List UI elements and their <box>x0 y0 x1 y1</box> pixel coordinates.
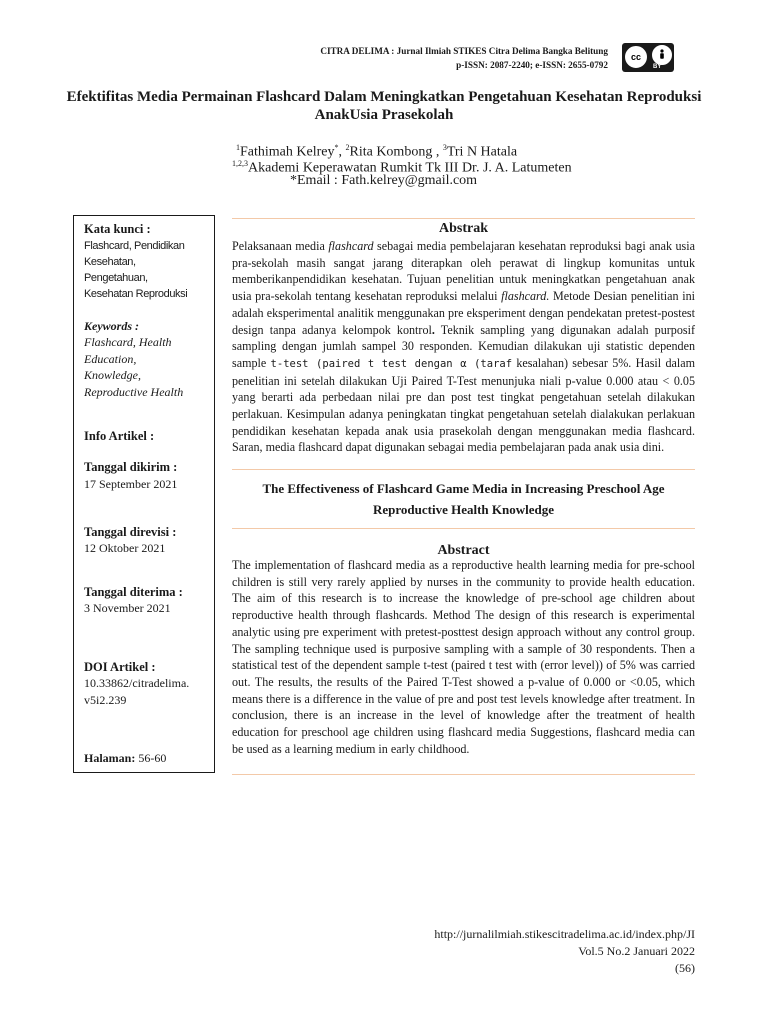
abstract-body: The implementation of flashcard media as a reproductive health learning media for pre-school children is still very rarely applied by nurses in the community to provide health education. The aim of this research is to increase the knowledge of pre-school age children about reproductive health through flashcards. Method The design of this research is experimental analytic using pre experiment with pretest-posttest design approach without any control group. The sampling technique used is purposive sampling with a sample of 30 respondents. Then a statistical test of the dependent sample t-test (paired t test with (error level)) of 5% was carried out. The results, the results of the Paired T-Test showed a p-value of 0.000 or <0.05, which means there is a difference in the value of pre and post test levels knowledge after treatment. In conclusion, there is an increase in the level of knowledge after the treatment of health education for preschool age children using flashcard media Suggestions, flashcard media can be used as a learning medium in early childhood. <box>232 558 695 756</box>
author-name: Tri N Hatala <box>446 144 518 160</box>
english-title: The Effectiveness of Flashcard Game Media in Increasing Preschool Age Reproductive Health Knowledge <box>262 481 665 517</box>
section-divider <box>232 218 695 219</box>
abstract-heading: Abstract <box>437 543 490 558</box>
page-footer <box>434 926 695 977</box>
tanggal-dikirim-value: 17 September 2021 <box>84 477 178 491</box>
corresponding-email: *Email : Fath.kelrey@gmail.com <box>290 173 478 188</box>
kata-kunci-label: Kata kunci : <box>84 222 151 236</box>
tanggal-diterima-value: 3 November 2021 <box>84 601 171 615</box>
author-name: Fathimah Kelrey <box>240 144 335 160</box>
journal-header <box>320 44 608 72</box>
by-label: BY <box>653 64 662 70</box>
author-name: Rita Kombong <box>349 144 433 160</box>
keywords-list: Flashcard, Health Education, Knowledge, Reproductive Health <box>84 335 184 399</box>
volume-info: Vol.5 No.2 Januari 2022 <box>578 944 695 958</box>
halaman-row <box>84 750 212 767</box>
tanggal-dikirim-label: Tanggal dikirim : <box>84 460 178 474</box>
paper-title: Efektifitas Media Permainan Flashcard Dalam Meningkatkan Pengetahuan Kesehatan Reproduksi AnakUsia Prasekolah <box>66 89 702 123</box>
tanggal-direvisi-value: 12 Oktober 2021 <box>84 541 166 555</box>
article-info-sidebar <box>73 215 215 773</box>
section-divider <box>232 528 695 529</box>
doi-value[interactable]: 10.33862/citradelima. v5i2.239 <box>84 676 190 707</box>
cc-by-license-badge <box>622 43 674 72</box>
attribution-person-icon <box>652 45 672 65</box>
page-number: (56) <box>675 961 695 975</box>
section-divider <box>232 774 695 775</box>
info-artikel-label: Info Artikel : <box>84 429 155 443</box>
journal-name: CITRA DELIMA : Jurnal Ilmiah STIKES Citra Delima Bangka Belitung <box>320 46 608 56</box>
person-glyph-icon <box>654 47 670 63</box>
halaman-value: 56-60 <box>135 751 167 765</box>
abstrak-body: Pelaksanaan media flashcard sebagai media pembelajaran kesehatan reproduksi bagi anak usia pra-sekolah masih sangat jarang diterapkan oleh perawat di lingkup komunitas untuk memberikanpendidikan kesehatan. Tujuan penelitian untuk meningkatkan pengetahuan anak usia pra-sekolah tentang kesehatan reproduksi melalui flashcard. Metode Desian penelitian ini adalah eksperimental analitik menggunakan pre eksperiment dengan pendekatan pretest-postest design tanpa adanya kelompok kontrol. Teknik sampling yang digunakan adalah purposif sampling dengan jumlah sampel 30 responden. Kemudian dilakukan uji statistic dependen sample t-test (paired t test dengan α (taraf kesalahan) sebesar 5%. Hasil dalam penelitian ini setelah dilakukan Uji Paired T-Test menunjuka niali p-value 0.000 atau < 0.05 yang berarti ada perbedaan nilai pre dan post test tingkat pengetahuan setelah dilakukan perlakuan. Kesimpulan adanya peningkatan tingkat pengetahuan setelah dialakukan perlakuan pendidikan kesehatan kepada anak usia prasekolah dengan menggunakan media flashcard. Saran, media flashcard dapat digunakan sebagai media pembelajaran pada anak usia dini. <box>232 239 695 455</box>
tanggal-diterima-label: Tanggal diterima : <box>84 585 183 599</box>
author-affiliation: $^{1,2,3}$Akademi Keperawatan Rumkit Tk III Dr. J. A. Latumeten <box>232 159 572 176</box>
doi-label: DOI Artikel : <box>84 660 156 674</box>
author-list: $^1$Fathimah Kelrey*, $^2$Rita Kombong , $^3$Tri N Hatala <box>236 143 518 160</box>
section-divider <box>232 469 695 470</box>
journal-url-link[interactable]: http://jurnalilmiah.stikescitradelima.ac.id/index.php/JI <box>434 927 695 941</box>
kata-kunci-list: Flashcard, Pendidikan Kesehatan, Pengetahuan, Kesehatan Reproduksi <box>84 240 188 300</box>
creative-commons-icon: cc <box>625 46 647 68</box>
keywords-label: Keywords : <box>84 319 139 333</box>
tanggal-direvisi-label: Tanggal direvisi : <box>84 525 177 539</box>
issn-line: p-ISSN: 2087-2240; e-ISSN: 2655-0792 <box>456 60 608 70</box>
halaman-label: Halaman: <box>84 751 136 765</box>
abstrak-heading: Abstrak <box>438 221 488 236</box>
